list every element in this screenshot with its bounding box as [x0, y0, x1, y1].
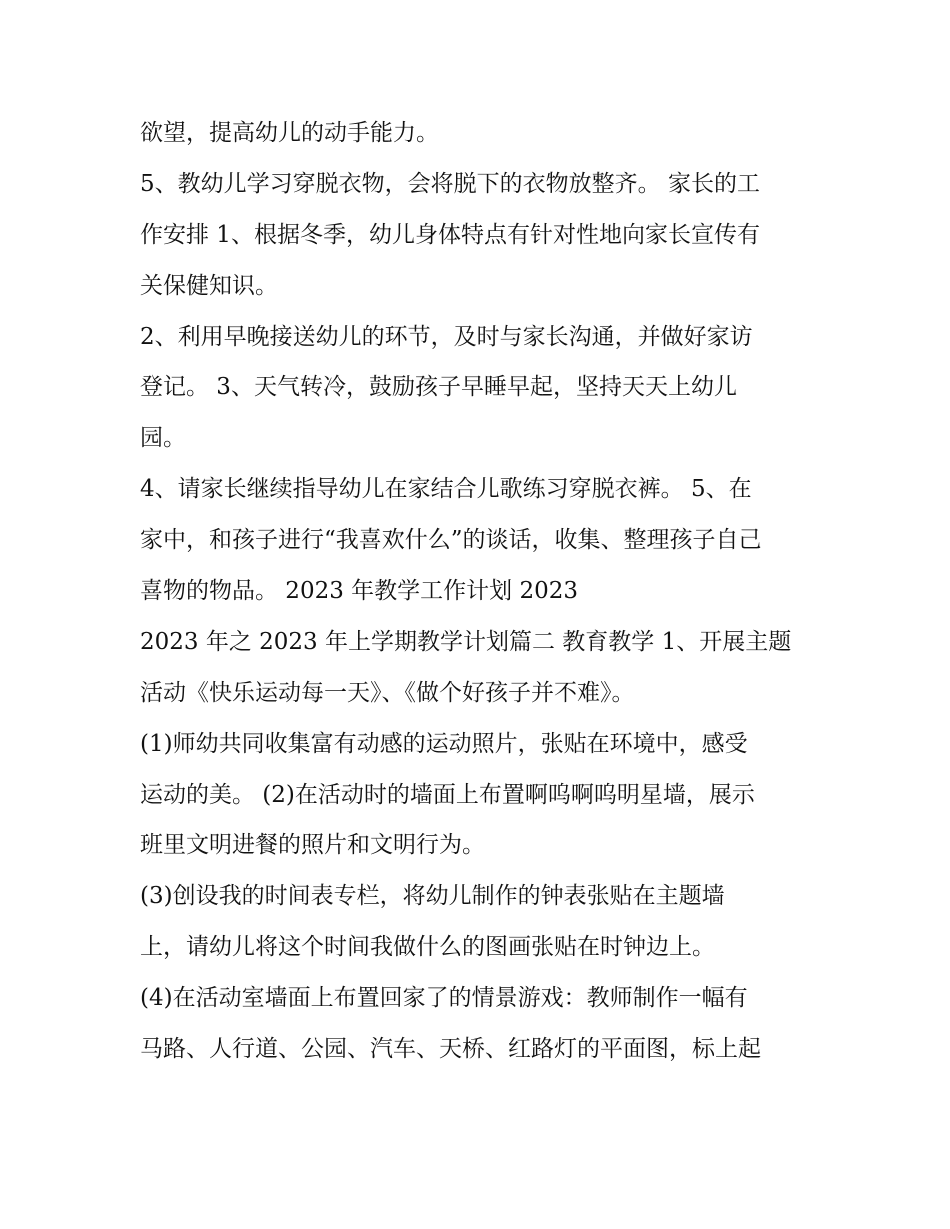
- text-line: (1)师幼共同收集富有动感的运动照片，张贴在环境中，感受: [140, 730, 748, 757]
- text-line: 喜物的物品。 2023 年教学工作计划 2023: [140, 578, 578, 605]
- text-line: 家中，和孩子进行“我喜欢什么”的谈话，收集、整理孩子自己: [140, 527, 762, 554]
- text-line: (4)在活动室墙面上布置回家了的情景游戏：教师制作一幅有: [140, 985, 748, 1012]
- text-line: 5、教幼儿学习穿脱衣物，会将脱下的衣物放整齐。 家长的工: [140, 170, 760, 197]
- text-line: 园。: [140, 425, 186, 452]
- document-body: [140, 108, 820, 1075]
- text-line: 欲望，提高幼儿的动手能力。: [140, 120, 439, 146]
- text-line: 班里文明进餐的照片和文明行为。: [140, 832, 485, 859]
- text-line: 作安排 1、根据冬季，幼儿身体特点有针对性地向家长宣传有: [140, 221, 760, 248]
- text-line: 上，请幼儿将这个时间我做什么的图画张贴在时钟边上。: [140, 934, 715, 961]
- text-line: 活动《快乐运动每一天》、《做个好孩子并不难》。: [140, 679, 635, 706]
- text-line: 登记。 3、天气转冷，鼓励孩子早睡早起，坚持天天上幼儿: [140, 374, 737, 401]
- text-line: 运动的美。 (2)在活动时的墙面上布置啊呜啊呜明星墙，展示: [140, 781, 755, 808]
- text-line: 4、请家长继续指导幼儿在家结合儿歌练习穿脱衣裤。 5、在: [140, 476, 752, 503]
- text-line: 马路、人行道、公园、汽车、天桥、红路灯的平面图，标上起: [140, 1036, 761, 1063]
- text-line: 2、利用早晚接送幼儿的环节，及时与家长沟通，并做好家访: [140, 323, 753, 350]
- text-line: (3)创设我的时间表专栏，将幼儿制作的钟表张贴在主题墙: [140, 883, 725, 910]
- text-line: 2023 年之 2023 年上学期教学计划篇二 教育教学 1、开展主题: [140, 628, 792, 655]
- text-line: 关保健知识。: [140, 272, 278, 299]
